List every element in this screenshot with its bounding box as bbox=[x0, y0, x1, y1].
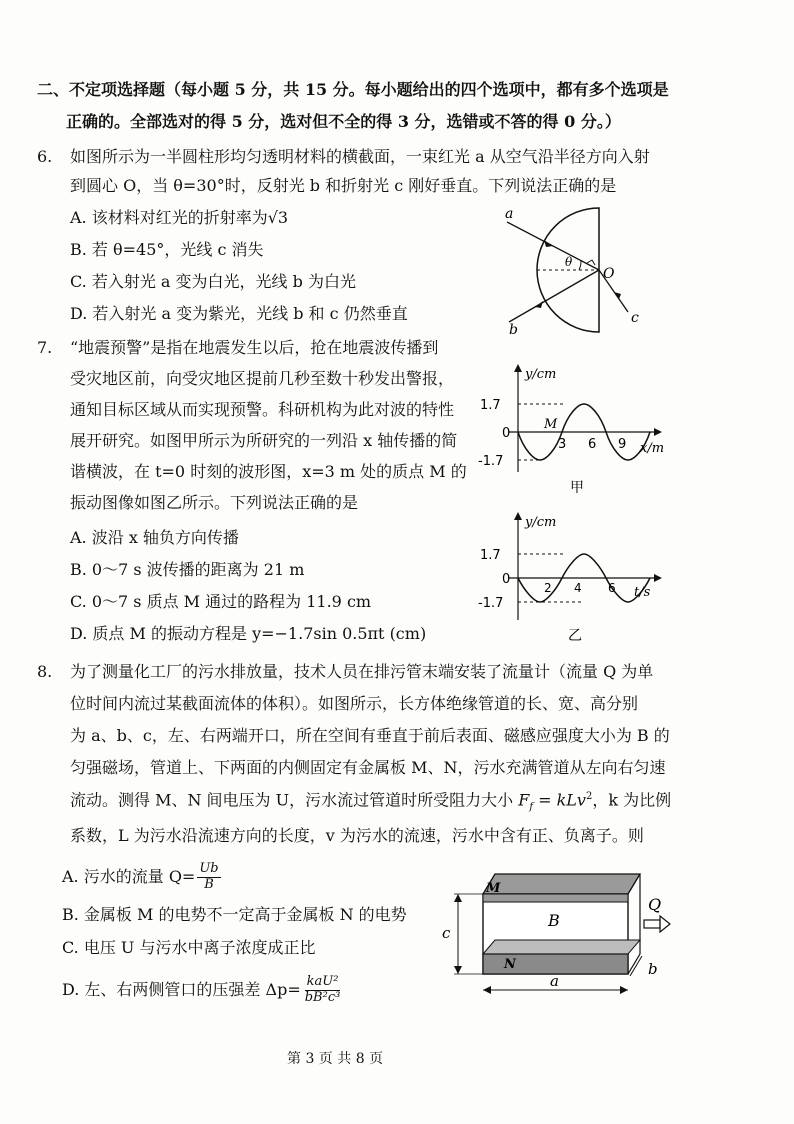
q8-option-a-numerator: Ub bbox=[199, 861, 219, 876]
q8-option-a-denominator: B bbox=[204, 876, 214, 892]
q7-stem-line1: “地震预警”是指在地震发生以后，抢在地震波传播到 bbox=[70, 338, 439, 357]
q6-stem-line2: 到圆心 O，当 θ=30°时，反射光 b 和折射光 c 刚好垂直。下列说法正确的是 bbox=[70, 176, 617, 195]
section-header-line2: 正确的。全部选对的得 5 分，选对但不全的得 3 分，选错或不答的得 0 分。） bbox=[66, 112, 621, 131]
q8-stem-line2: 位时间内流过某截面流体的体积）。如图所示，长方体绝缘管道的长、宽、高分别 bbox=[70, 694, 639, 713]
yi-y-label: y/cm bbox=[525, 515, 557, 530]
jia-tick-top: 1.7 bbox=[480, 398, 501, 413]
q6-option-a: A. 该材料对红光的折射率为√3 bbox=[70, 208, 289, 227]
yi-tick-4: 4 bbox=[574, 581, 582, 595]
pipe-label-q: Q bbox=[648, 895, 662, 914]
q7-wave-figure-jia bbox=[478, 362, 678, 497]
jia-label-m: M bbox=[544, 417, 558, 432]
q7-option-b: B. 0～7 s 波传播的距离为 21 m bbox=[70, 560, 305, 579]
q6-option-d: D. 若入射光 a 变为紫光，光线 b 和 c 仍然垂直 bbox=[70, 304, 408, 323]
q7-option-d: D. 质点 M 的振动方程是 y=−1.7sin 0.5πt (cm) bbox=[70, 624, 427, 643]
q8-stem5-sub: f bbox=[529, 801, 534, 813]
q8-option-d-text: D. 左、右两侧管口的压强差 Δp= bbox=[62, 979, 301, 999]
q7-stem-line6: 振动图像如图乙所示。下列说法正确的是 bbox=[70, 493, 359, 512]
q6-option-c: C. 若入射光 a 变为白光，光线 b 为白光 bbox=[70, 272, 356, 291]
q8-option-a bbox=[62, 862, 223, 893]
q8-option-a-fraction bbox=[197, 862, 220, 893]
q7-option-c: C. 0～7 s 质点 M 通过的路程为 11.9 cm bbox=[70, 592, 372, 611]
yi-tick-top: 1.7 bbox=[480, 548, 501, 563]
jia-tick-6: 6 bbox=[588, 437, 597, 452]
q6-fig-label-c: c bbox=[631, 310, 639, 326]
pipe-label-b: b bbox=[648, 960, 658, 978]
q8-stem5-sup: 2 bbox=[585, 791, 593, 802]
pipe-label-a: a bbox=[550, 972, 559, 990]
jia-caption: 甲 bbox=[570, 480, 584, 496]
q8-stem-line4: 匀强磁场，管道上、下两面的内侧固定有金属板 M、N，污水充满管道从左向右匀速 bbox=[70, 758, 666, 777]
q8-option-c: C. 电压 U 与污水中离子浓度成正比 bbox=[62, 938, 316, 957]
q8-option-b: B. 金属板 M 的电势不一定高于金属板 N 的电势 bbox=[62, 905, 407, 924]
q6-fig-label-b: b bbox=[509, 322, 518, 338]
q8-stem5-text-c: ，k 为比例 bbox=[592, 790, 672, 810]
q6-fig-label-a: a bbox=[505, 206, 514, 222]
q8-stem5-text-a: 流动。测得 M、N 间电压为 U，污水流过管道时所受阻力大小 bbox=[70, 790, 519, 810]
jia-tick-3: 3 bbox=[558, 437, 567, 452]
jia-y-label: y/cm bbox=[525, 367, 557, 382]
jia-tick-zero: 0 bbox=[502, 426, 511, 441]
q8-stem-line5 bbox=[70, 792, 671, 813]
q8-number: 8. bbox=[37, 662, 53, 681]
q6-option-b: B. 若 θ=45°，光线 c 消失 bbox=[70, 240, 264, 259]
pipe-label-c: c bbox=[442, 924, 451, 942]
section-header-line1: 二、不定项选择题（每小题 5 分，共 15 分。每小题给出的四个选项中，都有多个选项是 bbox=[37, 80, 669, 99]
q8-option-a-text: A. 污水的流量 Q= bbox=[62, 866, 196, 886]
q6-fig-label-o: O bbox=[603, 266, 615, 282]
q8-stem-line1: 为了测量化工厂的污水排放量，技术人员在排污管末端安装了流量计（流量 Q 为单 bbox=[70, 662, 654, 681]
q7-stem-line5: 谐横波，在 t=0 时刻的波形图，x=3 m 处的质点 M 的 bbox=[70, 462, 467, 481]
pipe-label-b-field: B bbox=[548, 911, 560, 930]
q7-option-a: A. 波沿 x 轴负方向传播 bbox=[70, 528, 239, 547]
q7-stem-line3: 通知目标区域从而实现预警。科研机构为此对波的特性 bbox=[70, 400, 455, 419]
yi-tick-zero: 0 bbox=[502, 572, 511, 587]
q8-option-d-denominator: bB²c³ bbox=[304, 989, 341, 1005]
yi-tick-6: 6 bbox=[608, 581, 616, 595]
q8-option-d bbox=[62, 975, 344, 1006]
yi-caption: 乙 bbox=[568, 628, 582, 644]
pipe-label-m: M bbox=[486, 881, 501, 896]
q6-fig-label-theta: θ bbox=[565, 255, 573, 269]
jia-x-label: x/m bbox=[640, 441, 665, 456]
q7-stem-line4: 展开研究。如图甲所示为所研究的一列沿 x 轴传播的简 bbox=[70, 431, 458, 450]
q8-stem-line6: 系数，L 为污水沿流速方向的长度，v 为污水的流速，污水中含有正、负离子。则 bbox=[70, 826, 644, 845]
q8-stem-line3: 为 a、b、c，左、右两端开口，所在空间有垂直于前后表面、磁感应强度大小为 B 的 bbox=[70, 726, 670, 745]
yi-x-label: t/s bbox=[634, 585, 651, 600]
q8-stem5-formula: = kLv bbox=[533, 790, 586, 810]
q8-stem5-f: F bbox=[518, 790, 530, 810]
yi-tick-2: 2 bbox=[544, 581, 552, 595]
q6-stem-line1: 如图所示为一半圆柱形均匀透明材料的横截面，一束红光 a 从空气沿半径方向入射 bbox=[70, 147, 650, 166]
pipe-label-n: N bbox=[504, 957, 516, 972]
q7-number: 7. bbox=[37, 338, 53, 357]
jia-tick-9: 9 bbox=[618, 437, 627, 452]
q8-pipe-figure bbox=[440, 862, 680, 1002]
q6-number: 6. bbox=[37, 147, 53, 166]
yi-tick-bottom: -1.7 bbox=[478, 596, 504, 611]
jia-tick-bottom: -1.7 bbox=[478, 454, 504, 469]
q6-semicircle-figure bbox=[495, 200, 655, 340]
page-footer: 第 3 页 共 8 页 bbox=[287, 1051, 384, 1067]
q7-stem-line2: 受灾地区前，向受灾地区提前几秒至数十秒发出警报， bbox=[70, 369, 455, 388]
q8-option-d-fraction bbox=[303, 975, 343, 1006]
q7-vibration-figure-yi bbox=[478, 510, 678, 645]
q8-option-d-numerator: kaU² bbox=[306, 974, 339, 989]
